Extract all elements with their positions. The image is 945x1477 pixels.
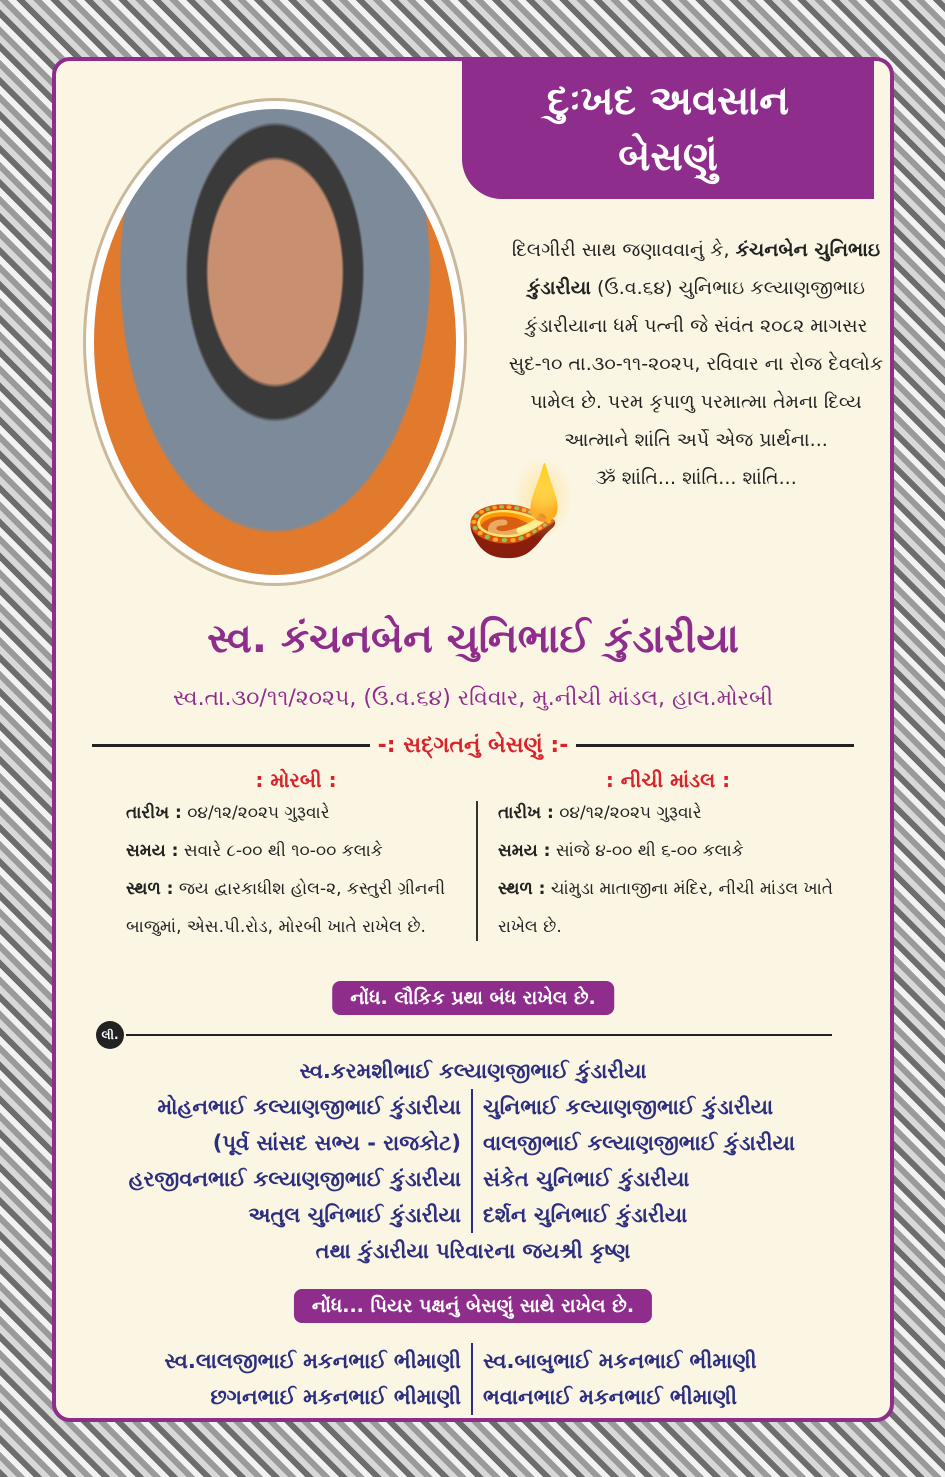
family-member: દર્શન ચુનિભાઈ કુંડારીયા [483,1203,688,1227]
family-member: હરજીવનભાઈ કલ્યાણજીભાઈ કુંડારીયા [56,1161,473,1197]
note-lokik: નોંધ. લૌકિક પ્રથા બંધ રાખેલ છે. [332,981,614,1015]
venue-title: : મોરબી : [255,768,337,792]
portrait-photo [86,101,464,583]
family-member: વાલજીભાઈ કલ્યાણજીભાઈ કુંડારીયા [483,1131,795,1155]
venue-nichi-mandal [498,766,838,946]
column-divider [476,801,478,941]
lamp-icon: 🪔 [464,456,577,561]
time-label: સમય : [498,841,551,861]
maternal-member: છગનભાઈ મકનભાઈ ભીમાણી [56,1379,473,1415]
om-shanti: ૐ શાંતિ... શાંતિ... શાંતિ... [595,467,797,489]
family-member: અતુલ ચુનિભાઈ કુંડારીયા [56,1197,473,1233]
family-member: સંકેત ચુનિભાઈ કુંડારીયા [483,1167,690,1191]
family-head: સ્વ.કરમશીભાઈ કલ્યાણજીભાઈ કુંડારીયા [299,1059,647,1083]
maternal-member: સ્વ.બાબુભાઈ મકનભાઈ ભીમાણી [483,1349,757,1373]
maternal-member: સ્વ.લાલજીભાઈ મકનભાઈ ભીમાણી [56,1343,473,1379]
banner-title: દુઃખદ અવસાન [546,78,790,124]
maternal-family-list [56,1343,890,1415]
venue-title: : નીચી માંડલ : [605,768,731,792]
date-label: તારીખ : [126,803,182,823]
besnu-heading [92,733,854,758]
venue-morbi [126,766,466,946]
family-member: ચુનિભાઈ કલ્યાણજીભાઈ કુંડારીયા [483,1095,774,1119]
death-details: સ્વ.તા.૩૦/૧૧/૨૦૨૫, (ઉ.વ.૬૪) રવિવાર, મુ.નીચી માંડલ, હાલ.મોરબી [172,686,774,711]
title-banner [462,61,874,199]
note-maternal: નોંધ... પિયર પક્ષનું બેસણું સાથે રાખેલ છે. [294,1289,652,1323]
intro-lead: દિલગીરી સાથ જણાવવાનું કે, [511,239,736,261]
deceased-name: સ્વ. કંચનબેન ચુનિભાઈ કુંડારીયા [207,616,739,662]
time-label: સમય : [126,841,179,861]
separator-line [126,1034,832,1036]
family-list [56,1053,890,1269]
li-badge: લી. [96,1021,124,1049]
date: ૦૪/૧૨/૨૦૨૫ ગુરૂવારે [559,803,702,823]
place-label: સ્થળ : [498,879,546,899]
family-member-note: (પૂર્વ સાંસદ સભ્ય - રાજકોટ) [56,1125,473,1161]
date: ૦૪/૧૨/૨૦૨૫ ગુરૂવારે [187,803,330,823]
place-label: સ્થળ : [126,879,174,899]
place: જય દ્વારકાધીશ હોલ-૨, કસ્તુરી ગ્રીનની બાજુમાં, એસ.પી.રોડ, મોરબી ખાતે રાખેલ છે. [126,879,446,937]
banner-subtitle: બેસણું [618,134,718,180]
time: સવારે ૮-૦૦ થી ૧૦-૦૦ કલાકે [183,841,383,861]
family-closing: તથા કુંડારીયા પરિવારના જયશ્રી કૃષ્ણ [315,1239,631,1263]
notice-card [52,57,894,1422]
family-member: મોહનભાઈ કલ્યાણજીભાઈ કુંડારીયા [56,1089,473,1125]
date-label: તારીખ : [498,803,554,823]
maternal-member: ભવાનભાઈ મકનભાઈ ભીમાણી [483,1385,738,1409]
time: સાંજે ૪-૦૦ થી ૬-૦૦ કલાકે [555,841,744,861]
intro-body: (ઉ.વ.૬૪) ચુનિભાઇ કલ્યાણજીભાઇ કુંડારીયાના ધર્મ પત્ની જે સંવંત ૨૦૮૨ માગસર સુદ-૧૦ તા.૩૦-૧૧-૨૦૨૫, રવિવાર ના રોજ દેવલોક પામેલ છે. પરમ કૃપાળુ પરમાત્મા તેમના દિવ્ય આત્માને શાંતિ અર્પે એજ પ્રાર્થના... [508,277,884,451]
place: ચાંમુડા માતાજીના મંદિર, નીચી માંડલ ખાતે રાખેલ છે. [498,879,834,937]
besnu-title: -: સદ્ગતનું બેસણું :- [377,733,569,758]
intro-name: કંચનબેન ચુનિભાઇ કુંડારીયા [526,239,881,299]
